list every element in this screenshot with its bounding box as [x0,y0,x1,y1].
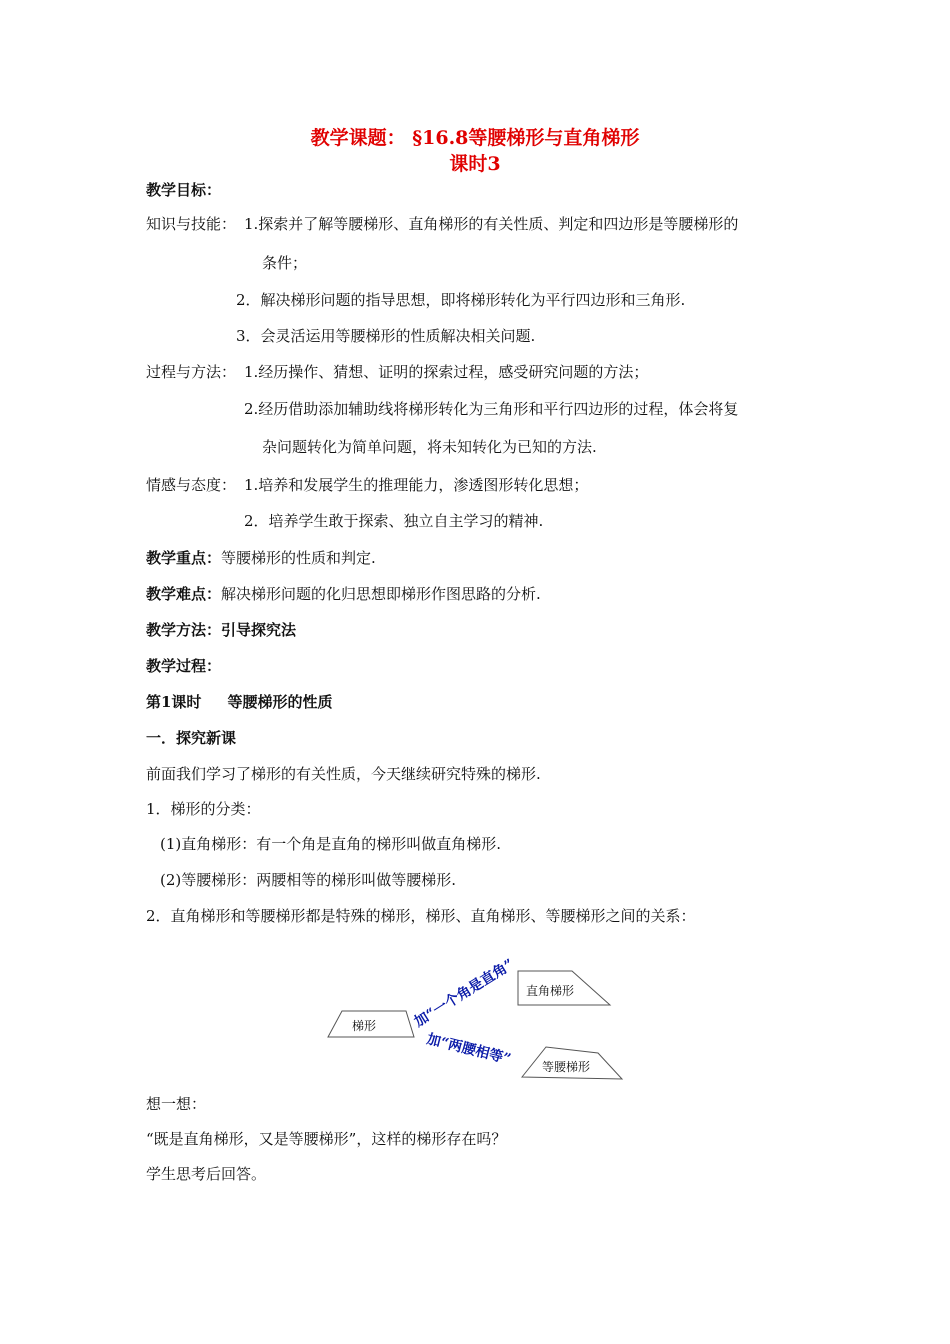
key-point-label: 教学重点： [146,549,222,567]
upper-arrow-label [411,956,517,1031]
knowledge-item-2: 2．解决梯形问题的指导思想，即将梯形转化为平行四边形和三角形. [236,291,686,309]
isosceles-trapezoid-definition: (2)等腰梯形：两腰相等的梯形叫做等腰梯形. [160,871,457,889]
process-heading: 教学过程： [146,657,222,675]
process-label: 过程与方法： [146,363,237,381]
question-text: “既是直角梯形，又是等腰梯形”，这样的梯形存在吗？ [146,1130,507,1148]
classification-item: 1．梯形的分类： [146,800,261,818]
think-prompt: 想一想： [146,1095,207,1113]
key-point [146,548,376,568]
trapezoid-label: 梯形 [352,1019,377,1033]
key-point-text: 等腰梯形的性质和判定. [221,549,376,567]
lesson-period: 课时3 [449,153,501,175]
right-trapezoid-definition: (1)直角梯形：有一个角是直角的梯形叫做直角梯形. [160,835,502,853]
add-right-angle-label: 加“一个角是直角” [411,956,517,1031]
isosceles-trapezoid-label: 等腰梯形 [542,1060,591,1074]
lower-arrow-label [425,1030,513,1067]
add-equal-legs-label: 加“两腰相等” [425,1031,513,1068]
difficulty-label: 教学难点： [146,585,222,603]
knowledge-item-1a: 1.探索并了解等腰梯形、直角梯形的有关性质、判定和四边形是等腰梯形的 [244,215,739,233]
trapezoid-relationship-diagram [0,945,950,1095]
lesson-heading: 第1课时 等腰梯形的性质 [146,693,333,711]
process-item-1: 1.经历操作、猜想、证明的探索过程，感受研究问题的方法； [244,363,649,381]
teaching-method: 教学方法：引导探究法 [146,621,297,639]
knowledge-item-1b: 条件； [262,254,308,272]
intro-paragraph: 前面我们学习了梯形的有关性质，今天继续研究特殊的梯形. [146,765,541,783]
relationship-item: 2．直角梯形和等腰梯形都是特殊的梯形，梯形、直角梯形、等腰梯形之间的关系： [146,907,696,925]
process-item-2b: 杂问题转化为简单问题，将未知转化为已知的方法. [262,438,597,456]
right-trapezoid-label: 直角梯形 [526,984,575,998]
difficulty [146,584,541,604]
process-item-2a: 2.经历借助添加辅助线将梯形转化为三角形和平行四边形的过程，体会将复 [244,400,739,418]
objectives-heading: 教学目标： [146,181,222,199]
emotion-label: 情感与态度： [146,476,237,494]
knowledge-item-3: 3．会灵活运用等腰梯形的性质解决相关问题. [236,327,536,345]
emotion-item-1: 1.培养和发展学生的推理能力，渗透图形转化思想； [244,476,589,494]
answer-text: 学生思考后回答。 [146,1165,267,1183]
emotion-item-2: 2．培养学生敢于探索、独立自主学习的精神. [244,512,544,530]
knowledge-label: 知识与技能： [146,215,237,233]
difficulty-text: 解决梯形问题的化归思想即梯形作图思路的分析. [221,585,541,603]
lesson-title: 教学课题： §16.8等腰梯形与直角梯形 [310,127,640,149]
section-heading: 一．探究新课 [146,729,237,747]
